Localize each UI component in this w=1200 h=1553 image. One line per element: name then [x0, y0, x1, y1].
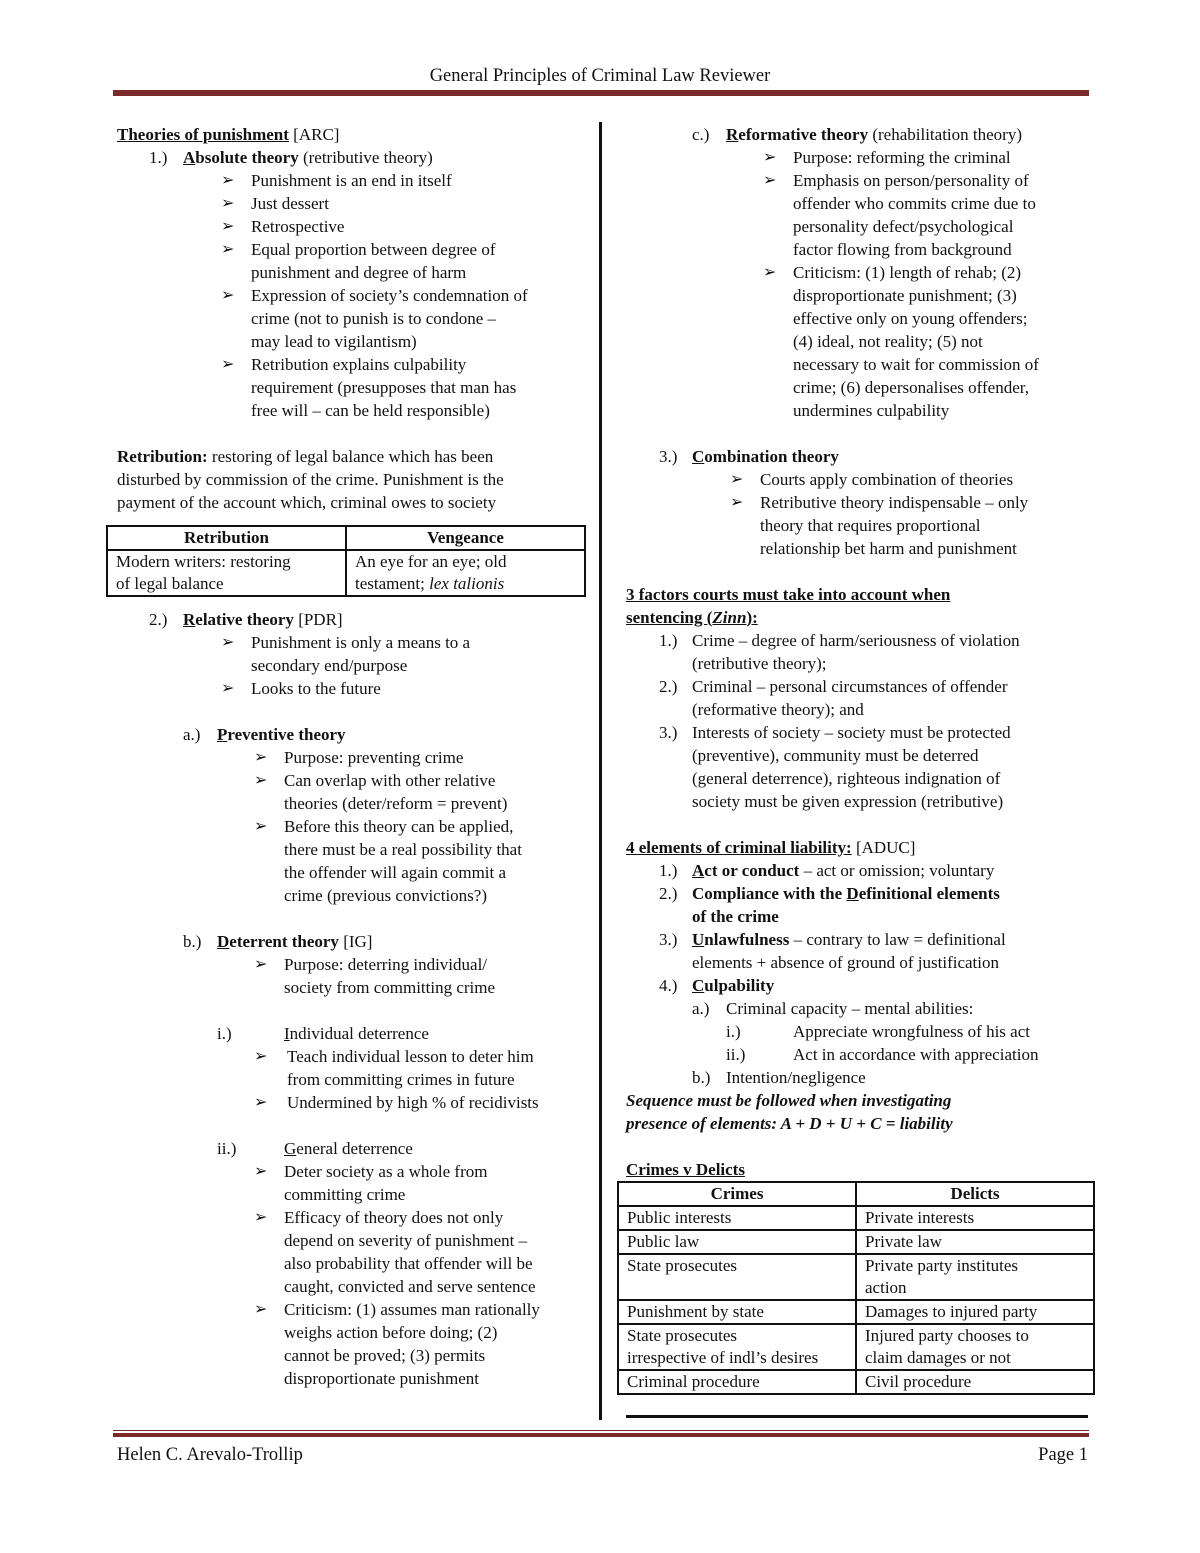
- cell-text: State prosecutes: [627, 1326, 737, 1345]
- bullet-text: crime (not to punish is to condone –: [251, 309, 497, 328]
- item-number: 1.): [659, 631, 678, 650]
- bullet-text: Equal proportion between degree of: [251, 240, 496, 259]
- arrow-bullet-icon: ➢: [221, 195, 235, 212]
- arrow-bullet-icon: ➢: [254, 1163, 268, 1180]
- bullet-item-continuation: [117, 1229, 592, 1252]
- cell-text: action: [865, 1278, 907, 1297]
- bullet-item-continuation: [117, 307, 592, 330]
- bullet-text: Just dessert: [251, 194, 329, 213]
- bullet-item-continuation: [117, 1252, 592, 1275]
- bullet-text: Undermined by high % of recidivists: [287, 1093, 539, 1112]
- bullet-text: factor flowing from background: [793, 240, 1012, 259]
- bullet-text: offender who commits crime due to: [793, 194, 1036, 213]
- theories-heading: Theories of punishment [ARC]: [117, 125, 340, 144]
- bullet-item: [117, 631, 592, 654]
- bullet-item-continuation: [117, 1344, 592, 1367]
- bullet-text: Expression of society’s condemnation of: [251, 286, 528, 305]
- crimes-delicts-rows: [618, 1206, 1094, 1394]
- cell-text: irrespective of indl’s desires: [627, 1348, 819, 1367]
- bullet-item: [117, 815, 592, 838]
- right-column-end-rule: [626, 1415, 1088, 1418]
- culpability-sub-ii: ii.) Act in accordance with appreciation: [726, 1045, 1039, 1064]
- bullet-item: [117, 746, 592, 769]
- bullet-item-continuation: [117, 1068, 592, 1091]
- arrow-bullet-icon: ➢: [254, 749, 268, 766]
- bullet-item-continuation: [117, 261, 592, 284]
- table-cell: [618, 1254, 856, 1300]
- bullet-item-continuation: [626, 215, 1094, 238]
- bullet-item: [626, 491, 1094, 514]
- arrow-bullet-icon: ➢: [763, 264, 777, 281]
- item-text: (preventive), community must be deterred: [692, 746, 979, 765]
- arrow-bullet-icon: ➢: [221, 287, 235, 304]
- element-definitional: 2.) Compliance with the Definitional elements: [659, 884, 1000, 903]
- bullet-item-continuation: [117, 976, 592, 999]
- cell-text: Injured party chooses to: [865, 1326, 1029, 1345]
- item-text: Criminal – personal circumstances of offender: [692, 677, 1008, 696]
- bullet-text: Before this theory can be applied,: [284, 817, 514, 836]
- arrow-bullet-icon: ➢: [254, 818, 268, 835]
- table-cell: Modern writers: restoring of legal balance: [107, 550, 346, 596]
- individual-deterrence-bullets: [117, 1045, 592, 1114]
- bullet-text: from committing crimes in future: [287, 1070, 515, 1089]
- bullet-text: necessary to wait for commission of: [793, 355, 1039, 374]
- bullet-item-continuation: [117, 1367, 592, 1390]
- bullet-text: theories (deter/reform = prevent): [284, 794, 508, 813]
- cell-text: Punishment by state: [627, 1302, 764, 1321]
- arrow-bullet-icon: ➢: [254, 1094, 268, 1111]
- bullet-item-continuation: [117, 792, 592, 815]
- bullet-item: [117, 1206, 592, 1229]
- arrow-bullet-icon: ➢: [221, 634, 235, 651]
- bullet-item-continuation: [117, 330, 592, 353]
- item-text: society must be given expression (retributive): [692, 792, 1004, 811]
- bullet-text: theory that requires proportional: [760, 516, 981, 535]
- table-cell: [618, 1230, 856, 1254]
- reformative-theory-bullets: [626, 146, 1094, 422]
- bullet-text: depend on severity of punishment –: [284, 1231, 528, 1250]
- table-cell: [856, 1370, 1094, 1394]
- numbered-item: [626, 675, 1094, 698]
- bullet-item-continuation: [626, 238, 1094, 261]
- table-row: [618, 1370, 1094, 1394]
- arrow-bullet-icon: ➢: [221, 241, 235, 258]
- cell-text: Civil procedure: [865, 1372, 972, 1391]
- absolute-theory-bullets: [117, 169, 592, 422]
- bullet-text: committing crime: [284, 1185, 406, 1204]
- table-cell: [856, 1230, 1094, 1254]
- table-cell: [618, 1206, 856, 1230]
- bullet-item: [117, 1160, 592, 1183]
- crimes-delicts-heading: Crimes v Delicts: [626, 1160, 745, 1179]
- bullet-item-continuation: [626, 284, 1094, 307]
- bullet-item: [626, 146, 1094, 169]
- bullet-text: Criticism: (1) assumes man rationally: [284, 1300, 540, 1319]
- bullet-item-continuation: [117, 884, 592, 907]
- table-row: [618, 1230, 1094, 1254]
- bullet-item-continuation: [626, 353, 1094, 376]
- individual-deterrence-title: i.) Individual deterrence: [217, 1024, 429, 1043]
- bullet-item: [626, 169, 1094, 192]
- numbered-item-continuation: [626, 652, 1094, 675]
- bullet-item: [626, 261, 1094, 284]
- culpability-sub-a: a.) Criminal capacity – mental abilities:: [692, 999, 974, 1018]
- elements-heading: 4 elements of criminal liability: [ADUC]: [626, 838, 916, 857]
- bullet-text: Criticism: (1) length of rehab; (2): [793, 263, 1022, 282]
- bullet-text: secondary end/purpose: [251, 656, 408, 675]
- arrow-bullet-icon: ➢: [254, 1048, 268, 1065]
- item-text: (reformative theory); and: [692, 700, 864, 719]
- retribution-definition-line: payment of the account which, criminal owes to society: [117, 493, 497, 512]
- general-deterrence-bullets: [117, 1160, 592, 1390]
- bullet-text: Teach individual lesson to deter him: [287, 1047, 534, 1066]
- bullet-text: Punishment is an end in itself: [251, 171, 452, 190]
- bullet-item-continuation: [626, 514, 1094, 537]
- culpability-sub-i: i.) Appreciate wrongfulness of his act: [726, 1022, 1030, 1041]
- bullet-text: Retribution explains culpability: [251, 355, 467, 374]
- element-act: 1.) Act or conduct – act or omission; voluntary: [659, 861, 995, 880]
- bullet-item-continuation: [626, 307, 1094, 330]
- arrow-bullet-icon: ➢: [763, 149, 777, 166]
- bullet-item: [626, 468, 1094, 491]
- bullet-item-continuation: [117, 1275, 592, 1298]
- crimes-delicts-table: [617, 1181, 1095, 1395]
- right-column: [626, 123, 1094, 1395]
- arrow-bullet-icon: ➢: [254, 956, 268, 973]
- bullet-item-continuation: [626, 192, 1094, 215]
- cell-text: Private party institutes: [865, 1256, 1018, 1275]
- element-definitional-line: of the crime: [692, 907, 779, 926]
- deterrent-theory-bullets: [117, 953, 592, 999]
- bullet-item: [117, 192, 592, 215]
- deterrent-theory-title: b.) Deterrent theory [IG]: [183, 932, 373, 951]
- table-cell: [618, 1370, 856, 1394]
- cell-text: Public interests: [627, 1208, 732, 1227]
- document-header-title: General Principles of Criminal Law Reviewer: [429, 66, 771, 86]
- item-number: 2.): [659, 677, 678, 696]
- bullet-item: [117, 953, 592, 976]
- bullet-item: [117, 1045, 592, 1068]
- bullet-text: disproportionate punishment: [284, 1369, 480, 1388]
- bullet-item-continuation: [626, 399, 1094, 422]
- bullet-text: undermines culpability: [793, 401, 950, 420]
- bullet-text: the offender will again commit a: [284, 863, 507, 882]
- table-cell: [856, 1254, 1094, 1300]
- bullet-text: also probability that offender will be: [284, 1254, 533, 1273]
- sequence-note: Sequence must be followed when investigating: [626, 1091, 952, 1110]
- arrow-bullet-icon: ➢: [730, 494, 744, 511]
- bullet-text: there must be a real possibility that: [284, 840, 522, 859]
- left-column: [117, 123, 592, 1390]
- table-header: Delicts: [856, 1182, 1094, 1206]
- sentencing-factors-heading-line: sentencing (Zinn):: [626, 608, 758, 627]
- retribution-definition-line: disturbed by commission of the crime. Punishment is the: [117, 470, 504, 489]
- bullet-item-continuation: [117, 861, 592, 884]
- column-divider: [599, 122, 602, 1420]
- cell-text: Private interests: [865, 1208, 975, 1227]
- arrow-bullet-icon: ➢: [221, 680, 235, 697]
- bullet-item-continuation: [117, 838, 592, 861]
- arrow-bullet-icon: ➢: [763, 172, 777, 189]
- arrow-bullet-icon: ➢: [730, 471, 744, 488]
- bullet-item: [117, 169, 592, 192]
- item-text: (general deterrence), righteous indignation of: [692, 769, 1001, 788]
- table-cell: [856, 1206, 1094, 1230]
- bullet-text: may lead to vigilantism): [251, 332, 417, 351]
- bullet-text: Purpose: reforming the criminal: [793, 148, 1011, 167]
- bullet-text: punishment and degree of harm: [251, 263, 467, 282]
- item-text: Interests of society – society must be protected: [692, 723, 1011, 742]
- arrow-bullet-icon: ➢: [221, 356, 235, 373]
- arrow-bullet-icon: ➢: [254, 1301, 268, 1318]
- sequence-note-line: presence of elements: A + D + U + C = liability: [626, 1114, 953, 1133]
- bullet-item: [117, 215, 592, 238]
- bullet-text: Retributive theory indispensable – only: [760, 493, 1029, 512]
- footer-rule: [113, 1430, 1089, 1437]
- cell-text: Damages to injured party: [865, 1302, 1038, 1321]
- bullet-text: Deter society as a whole from: [284, 1162, 488, 1181]
- arrow-bullet-icon: ➢: [221, 172, 235, 189]
- bullet-item-continuation: [117, 1321, 592, 1344]
- bullet-item-continuation: [117, 399, 592, 422]
- reformative-theory-title: c.) Reformative theory (rehabilitation theory): [692, 125, 1022, 144]
- bullet-item-continuation: [117, 1183, 592, 1206]
- bullet-text: Efficacy of theory does not only: [284, 1208, 504, 1227]
- cell-text: Criminal procedure: [627, 1372, 760, 1391]
- bullet-item-continuation: [117, 654, 592, 677]
- numbered-item-continuation: [626, 698, 1094, 721]
- numbered-item-continuation: [626, 790, 1094, 813]
- item-number: 3.): [659, 723, 678, 742]
- bullet-text: Emphasis on person/personality of: [793, 171, 1029, 190]
- bullet-text: free will – can be held responsible): [251, 401, 490, 420]
- footer-page-number: Page 1: [1038, 1445, 1088, 1465]
- bullet-item: [117, 1298, 592, 1321]
- bullet-text: effective only on young offenders;: [793, 309, 1028, 328]
- bullet-text: relationship bet harm and punishment: [760, 539, 1017, 558]
- preventive-theory-title: a.) Preventive theory: [183, 725, 346, 744]
- bullet-item-continuation: [626, 330, 1094, 353]
- numbered-item: [626, 629, 1094, 652]
- bullet-item: [117, 353, 592, 376]
- bullet-item: [117, 284, 592, 307]
- retribution-vengeance-table: [106, 525, 586, 597]
- bullet-text: crime (previous convictions?): [284, 886, 487, 905]
- relative-theory-bullets: [117, 631, 592, 700]
- cell-text: Private law: [865, 1232, 942, 1251]
- header-rule: [113, 90, 1089, 96]
- bullet-item: [117, 238, 592, 261]
- bullet-item-continuation: [117, 376, 592, 399]
- retribution-definition: Retribution: restoring of legal balance which has been: [117, 447, 494, 466]
- bullet-text: disproportionate punishment; (3): [793, 286, 1017, 305]
- bullet-item-continuation: [626, 537, 1094, 560]
- numbered-item-continuation: [626, 767, 1094, 790]
- relative-theory-title: 2.) Relative theory [PDR]: [149, 610, 343, 629]
- table-row: [618, 1206, 1094, 1230]
- bullet-text: crime; (6) depersonalises offender,: [793, 378, 1029, 397]
- footer-author: Helen C. Arevalo-Trollip: [117, 1445, 303, 1465]
- bullet-text: Retrospective: [251, 217, 345, 236]
- table-cell: [856, 1324, 1094, 1370]
- bullet-text: cannot be proved; (3) permits: [284, 1346, 486, 1365]
- table-header: Retribution: [107, 526, 346, 550]
- item-text: (retributive theory);: [692, 654, 827, 673]
- numbered-item: [626, 721, 1094, 744]
- table-row: [618, 1254, 1094, 1300]
- table-cell: [618, 1300, 856, 1324]
- bullet-text: Can overlap with other relative: [284, 771, 496, 790]
- element-unlawfulness: 3.) Unlawfulness – contrary to law = definitional: [659, 930, 1006, 949]
- arrow-bullet-icon: ➢: [254, 772, 268, 789]
- bullet-text: Purpose: preventing crime: [284, 748, 464, 767]
- bullet-item: [117, 769, 592, 792]
- item-text: Crime – degree of harm/seriousness of violation: [692, 631, 1020, 650]
- bullet-text: Courts apply combination of theories: [760, 470, 1014, 489]
- element-culpability: 4.) Culpability: [659, 976, 775, 995]
- table-cell: [618, 1324, 856, 1370]
- bullet-text: caught, convicted and serve sentence: [284, 1277, 536, 1296]
- bullet-text: Punishment is only a means to a: [251, 633, 471, 652]
- bullet-text: requirement (presupposes that man has: [251, 378, 517, 397]
- sentencing-factors-list: [626, 629, 1094, 813]
- cell-text: State prosecutes: [627, 1256, 737, 1275]
- bullet-text: personality defect/psychological: [793, 217, 1014, 236]
- table-row: [618, 1324, 1094, 1370]
- table-header: Vengeance: [346, 526, 585, 550]
- general-deterrence-title: ii.) General deterrence: [217, 1139, 413, 1158]
- bullet-text: Looks to the future: [251, 679, 381, 698]
- combination-theory-bullets: [626, 468, 1094, 560]
- element-unlawfulness-line: elements + absence of ground of justification: [692, 953, 999, 972]
- cell-text: claim damages or not: [865, 1348, 1011, 1367]
- table-cell: An eye for an eye; old testament; lex talionis: [346, 550, 585, 596]
- table-header: Crimes: [618, 1182, 856, 1206]
- arrow-bullet-icon: ➢: [254, 1209, 268, 1226]
- bullet-text: (4) ideal, not reality; (5) not: [793, 332, 983, 351]
- culpability-sub-b: b.) Intention/negligence: [692, 1068, 866, 1087]
- bullet-text: society from committing crime: [284, 978, 496, 997]
- bullet-item-continuation: [626, 376, 1094, 399]
- bullet-text: weighs action before doing; (2): [284, 1323, 498, 1342]
- bullet-text: Purpose: deterring individual/: [284, 955, 488, 974]
- arrow-bullet-icon: ➢: [221, 218, 235, 235]
- bullet-item: [117, 677, 592, 700]
- sentencing-factors-heading: 3 factors courts must take into account when: [626, 585, 951, 604]
- absolute-theory-title: 1.) Absolute theory (retributive theory): [149, 148, 433, 167]
- numbered-item-continuation: [626, 744, 1094, 767]
- cell-text: Public law: [627, 1232, 700, 1251]
- table-cell: [856, 1300, 1094, 1324]
- table-row: [618, 1300, 1094, 1324]
- preventive-theory-bullets: [117, 746, 592, 907]
- bullet-item: [117, 1091, 592, 1114]
- combination-theory-title: 3.) Combination theory: [659, 447, 839, 466]
